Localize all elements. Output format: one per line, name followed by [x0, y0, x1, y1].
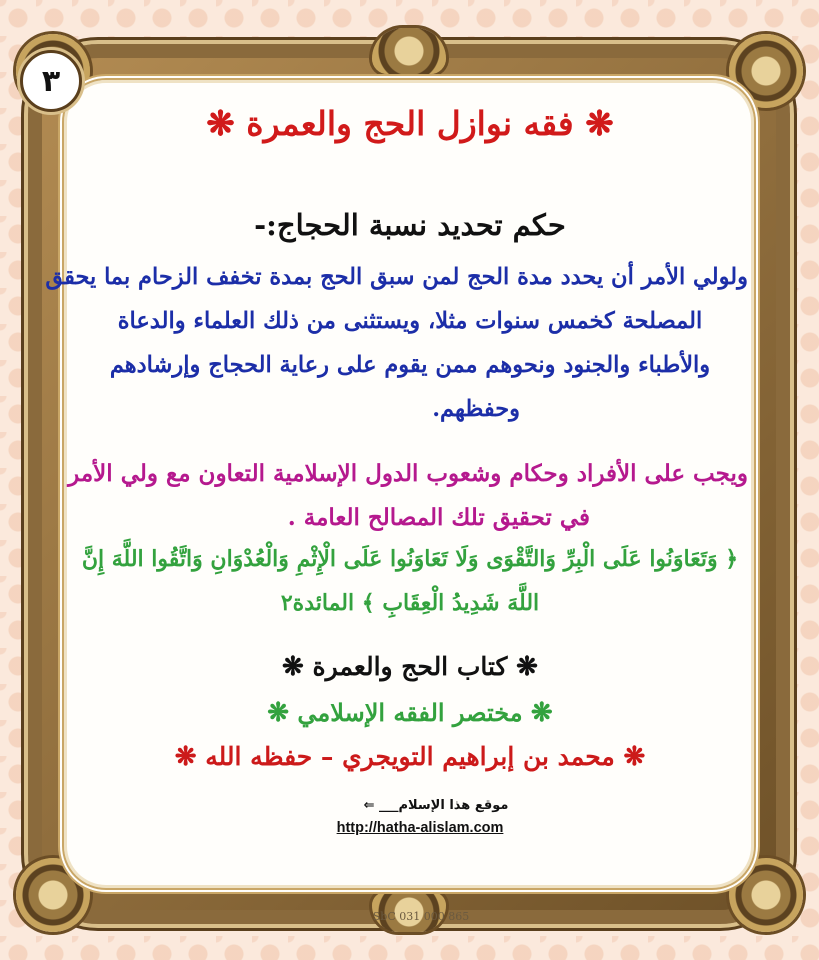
source-title-text: مختصر الفقه الإسلامي [297, 698, 523, 727]
quran-verse-line: ﴿ وَتَعَاوَنُوا عَلَى الْبِرِّ وَالتَّقْوَى وَلَا تَعَاوَنُوا عَلَى الْإِثْمِ وَالْعُدْوَانِ وَاتَّقُوا اللَّهَ إِنَّ [81, 546, 739, 572]
snowflake-icon: ❋ [530, 698, 553, 728]
ruling-text-line: وحفظهم. [432, 396, 520, 422]
top-center-ornament [372, 28, 446, 74]
source-title [72, 698, 748, 728]
snowflake-icon: ❋ [206, 104, 235, 144]
snowflake-icon: ❋ [623, 742, 646, 772]
section-heading: حكم تحديد نسبة الحجاج:- [254, 208, 566, 242]
ruling-text-line: والأطباء والجنود ونحوهم ممن يقوم على رعاية الحجاج وإرشادهم [109, 352, 711, 378]
quran-verse-line: اللَّهَ شَدِيدُ الْعِقَابِ ﴾ المائدة٢ [280, 590, 540, 616]
snowflake-icon: ❋ [267, 698, 290, 728]
page-number-badge: ٣ [20, 50, 82, 112]
page-title-text: فقه نوازل الحج والعمرة [246, 104, 574, 143]
snowflake-icon: ❋ [585, 104, 614, 144]
cooperation-text-line: ويجب على الأفراد وحكام وشعوب الدول الإسلامية التعاون مع ولي الأمر [68, 460, 748, 487]
author-name [72, 742, 748, 772]
website-link[interactable]: http://hatha-alislam.com [336, 820, 504, 836]
publisher-stamp: SbC 031 000 865 [372, 910, 470, 923]
book-title [72, 652, 748, 682]
website-label: موقع هذا الإسلام___ ⇐ [363, 798, 509, 813]
cooperation-text-line: في تحقيق تلك المصالح العامة . [287, 504, 590, 531]
snowflake-icon: ❋ [282, 652, 304, 682]
article-content [45, 82, 748, 882]
snowflake-icon: ❋ [174, 742, 197, 772]
ruling-text-line: ولولي الأمر أن يحدد مدة الحج لمن سبق الحج بمدة تخفف الزحام بما يحقق [45, 264, 748, 290]
snowflake-icon: ❋ [516, 652, 538, 682]
book-title-text: كتاب الحج والعمرة [312, 652, 508, 681]
page-title [72, 104, 748, 144]
ruling-text-line: المصلحة كخمس سنوات مثلا، ويستثنى من ذلك العلماء والدعاة [117, 308, 703, 334]
author-name-text: محمد بن إبراهيم التويجري – حفظه الله [205, 742, 615, 771]
